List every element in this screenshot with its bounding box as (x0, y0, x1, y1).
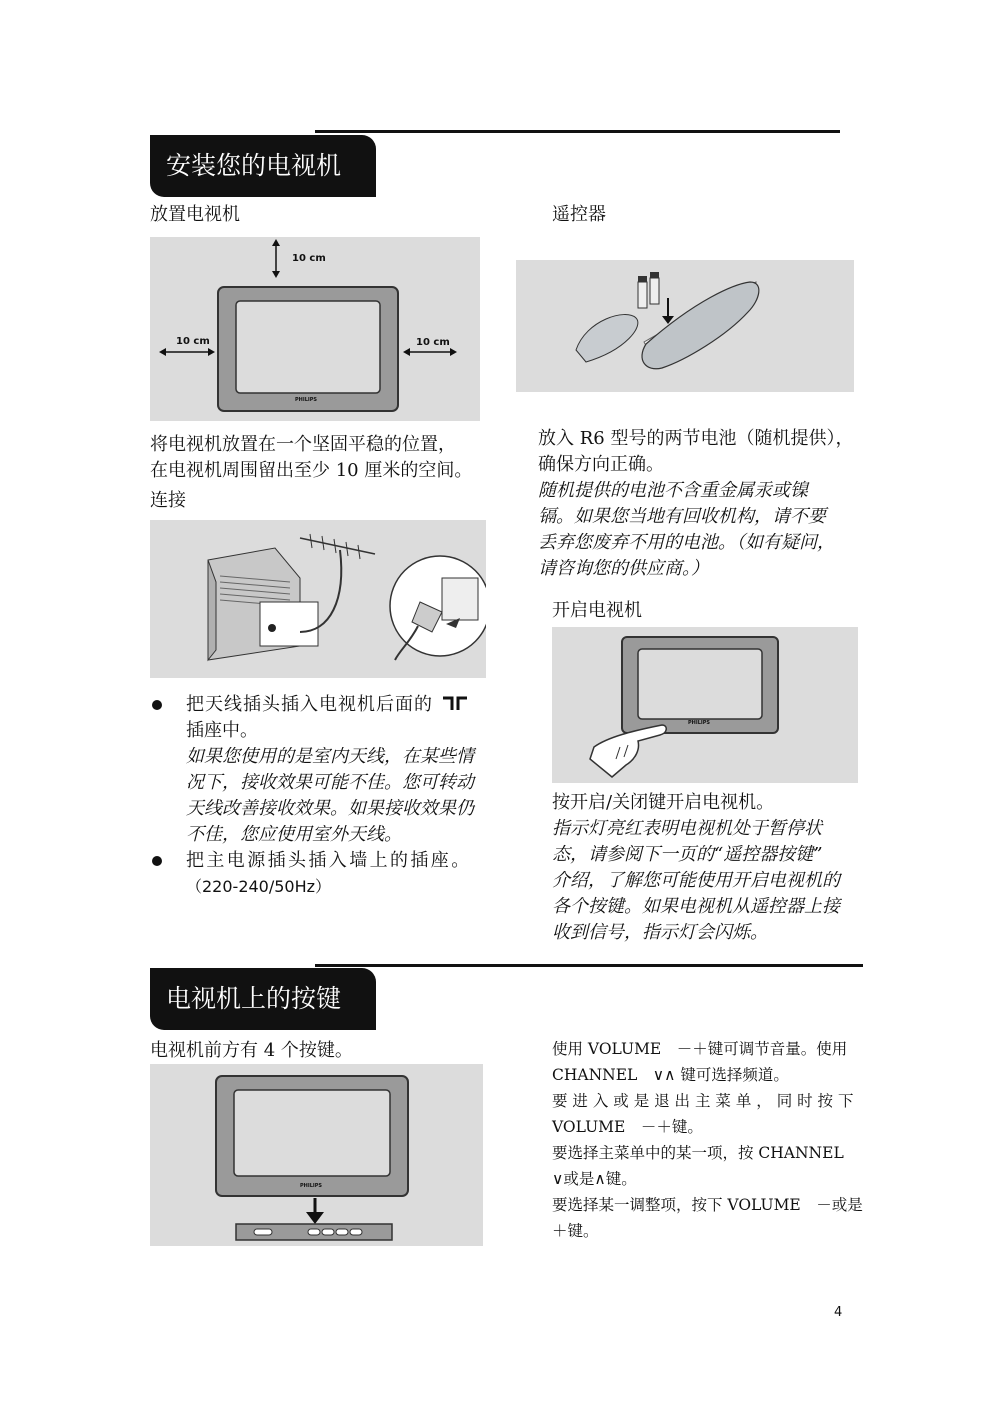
antenna-note-1: 如果您使用的是室内天线，在某些情 (186, 746, 474, 767)
antenna-text-line1: 把天线插头插入电视机后面的 (186, 694, 433, 715)
connect-figure (150, 520, 486, 678)
remote-heading: 遥控器 (552, 204, 606, 225)
placement-figure (150, 237, 480, 421)
antenna-connection-illustration (150, 520, 486, 678)
tv-clearance-illustration (150, 237, 480, 421)
bullet-power (152, 856, 162, 866)
section-rule (315, 130, 840, 133)
buttons-line-7: 要选择某一调整项，按下 VOLUME －或是 (552, 1196, 863, 1214)
antenna-note-3: 天线改善接收效果。如果接收效果仍 (186, 798, 474, 819)
power-on-note-3: 介绍，了解您可能使用开启电视机的 (552, 870, 840, 891)
remote-note-3: 丢弃您废弃不用的电池。（如有疑问， (538, 532, 835, 553)
buttons-line-3: 要 进 入 或 是 退 出 主 菜 单 ， 同 时 按 下 (552, 1092, 854, 1110)
antenna-note-4: 不佳，您应使用室外天线。 (186, 824, 402, 845)
power-spec-text: （220-240/50Hz） (186, 877, 332, 896)
buttons-line-1: 使用 VOLUME －＋键可调节音量。使用 (552, 1040, 848, 1058)
placement-text-1: 将电视机放置在一个坚固平稳的位置， (150, 434, 456, 455)
power-plug-text: 把主电源插头插入墙上的插座。 (186, 850, 472, 871)
power-on-heading: 开启电视机 (552, 600, 642, 621)
clearance-top-label: 10 cm (292, 253, 326, 264)
buttons-line-2: CHANNEL ∨∧ 键可选择频道。 (552, 1066, 789, 1084)
remote-text-1: 放入 R6 型号的两节电池（随机提供）， (538, 428, 854, 449)
tv-front-buttons-illustration (150, 1064, 483, 1246)
bullet-antenna (152, 700, 162, 710)
buttons-line-5: 要选择主菜单中的某一项，按 CHANNEL (552, 1144, 844, 1162)
section-title: 安装您的电视机 (150, 135, 376, 197)
antenna-socket-icon (440, 695, 470, 713)
power-on-text: 按开启/关闭键开启电视机。 (552, 792, 775, 813)
remote-note-2: 镉。如果您当地有回收机构，请不要 (538, 506, 826, 527)
remote-note-1: 随机提供的电池不含重金属汞或镍 (538, 480, 808, 501)
remote-figure (516, 260, 854, 392)
remote-battery-illustration (516, 260, 854, 392)
connect-heading: 连接 (150, 490, 186, 511)
buttons-figure (150, 1064, 483, 1246)
placement-heading: 放置电视机 (150, 204, 240, 225)
page-number: 4 (834, 1305, 843, 1320)
remote-text-2: 确保方向正确。 (538, 454, 664, 475)
buttons-brand-label: PHILIPS (300, 1183, 323, 1189)
section-title: 电视机上的按键 (150, 968, 376, 1030)
antenna-text-line2: 插座中。 (186, 720, 258, 741)
tv-power-illustration (552, 627, 858, 783)
antenna-note-2: 况下，接收效果可能不佳。您可转动 (186, 772, 474, 793)
buttons-intro: 电视机前方有 4 个按键。 (150, 1040, 353, 1061)
buttons-line-4: VOLUME －＋键。 (552, 1118, 703, 1136)
power-on-note-1: 指示灯亮红表明电视机处于暂停状 (552, 818, 822, 839)
power-on-note-5: 收到信号，指示灯会闪烁。 (552, 922, 768, 943)
placement-text-2: 在电视机周围留出至少 10 厘米的空间。 (150, 460, 473, 481)
power-on-figure (552, 627, 858, 783)
clearance-left-label: 10 cm (176, 336, 210, 347)
brand-label: PHILIPS (295, 397, 318, 403)
antenna-text (186, 692, 470, 718)
remote-note-4: 请咨询您的供应商。） (538, 558, 709, 579)
buttons-line-6: ∨或是∧键。 (552, 1170, 637, 1188)
power-brand-label: PHILIPS (688, 720, 711, 726)
section-rule (315, 964, 863, 967)
clearance-right-label: 10 cm (416, 337, 450, 348)
power-on-note-4: 各个按键。如果电视机从遥控器上接 (552, 896, 840, 917)
power-on-note-2: 态，请参阅下一页的“遥控器按键” (552, 844, 823, 865)
buttons-line-8: ＋键。 (552, 1222, 599, 1240)
